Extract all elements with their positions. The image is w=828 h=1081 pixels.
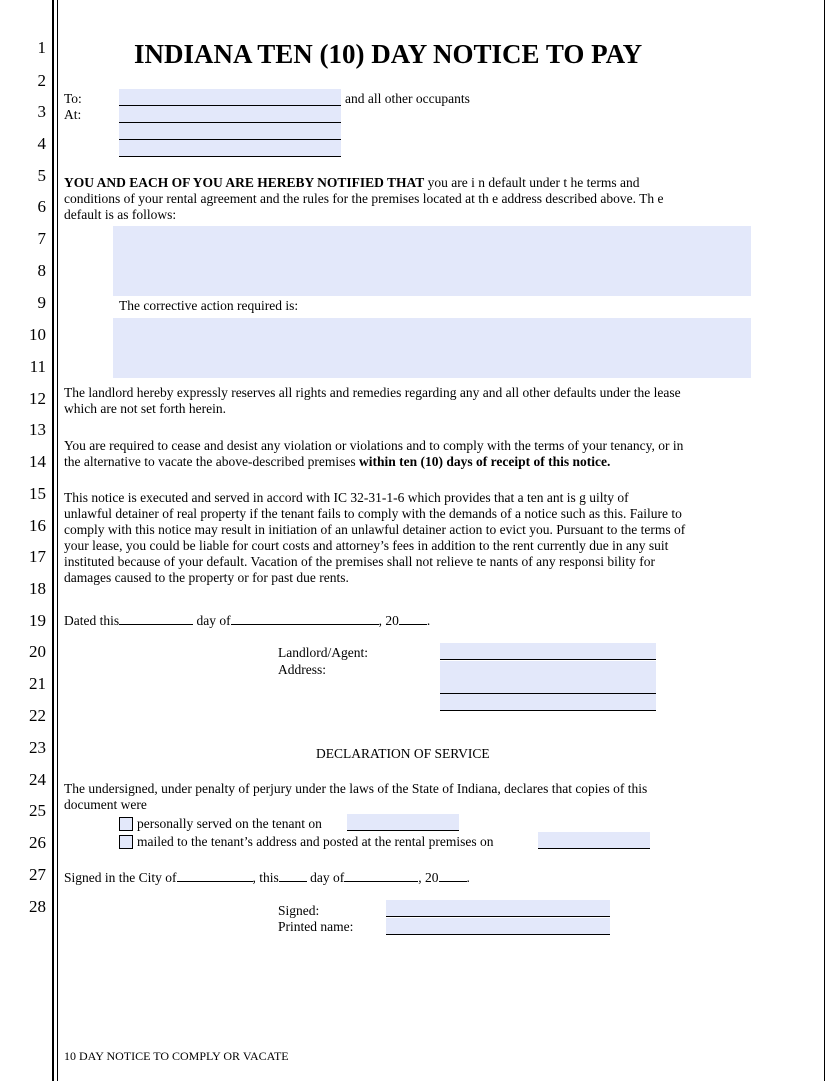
executed-line: comply with this notice may result in initiation of an unlawful detainer action to evict you. Pursuant to the terms of <box>64 522 686 537</box>
city-field[interactable] <box>177 868 253 882</box>
cease-line1: You are required to cease and desist any violation or violations and to comply with the terms of your tenancy, or in <box>64 438 684 453</box>
notice-line3: default is as follows: <box>64 207 177 222</box>
line-number: 21 <box>29 674 46 693</box>
dated-line <box>64 611 430 629</box>
executed-paragraph <box>64 490 762 586</box>
corrective-action-field[interactable] <box>113 318 751 378</box>
line-number: 5 <box>37 166 46 185</box>
personal-service-label: personally served on the tenant on <box>137 816 322 831</box>
line-number: 26 <box>29 833 46 852</box>
line-number: 4 <box>37 134 46 153</box>
signed-period: . <box>466 870 470 885</box>
cease-line2: the alternative to vacate the above-described premises <box>64 454 356 469</box>
notice-bold: YOU AND EACH OF YOU ARE HEREBY NOTIFIED THAT <box>64 175 425 190</box>
margin-rule-right <box>824 0 825 1081</box>
reserve-line1: The landlord hereby expressly reserves all rights and remedies regarding any and all other defaults under the lease <box>64 385 681 400</box>
landlord-address-field-3[interactable] <box>440 694 656 711</box>
cease-paragraph <box>64 438 762 470</box>
declaration-title: DECLARATION OF SERVICE <box>316 746 490 761</box>
mailed-service-date-field[interactable] <box>538 832 650 849</box>
signed-city-label: Signed in the City of <box>64 870 177 885</box>
signed-day-field[interactable] <box>279 868 307 882</box>
executed-line: damages caused to the property or for past due rents. <box>64 570 349 585</box>
dated-20-label: , 20 <box>378 613 399 628</box>
line-number: 8 <box>37 261 46 280</box>
signed-day-of-label: day of <box>310 870 345 885</box>
line-number: 13 <box>29 420 46 439</box>
line-number: 15 <box>29 484 46 503</box>
line-number: 11 <box>29 357 46 376</box>
line-number: 3 <box>37 102 46 121</box>
address-field-2[interactable] <box>119 123 341 140</box>
signature-field[interactable] <box>386 900 610 917</box>
line-number: 27 <box>29 865 46 884</box>
line-number: 1 <box>37 38 46 57</box>
signed-month-field[interactable] <box>344 868 418 882</box>
executed-line: unlawful detainer of real property if the tenant fails to comply with the demands of a notice such as this. Failure to <box>64 506 682 521</box>
undersigned-line2: document were <box>64 797 147 812</box>
to-label: To: <box>64 91 82 106</box>
printed-name-field[interactable] <box>386 918 610 935</box>
dated-day-field[interactable] <box>119 611 193 625</box>
dated-this-label: Dated this <box>64 613 120 628</box>
signed-20-label: , 20 <box>418 870 439 885</box>
line-number: 17 <box>29 547 46 566</box>
dated-year-field[interactable] <box>399 611 427 625</box>
reserve-paragraph <box>64 385 762 417</box>
notice-line2: conditions of your rental agreement and the rules for the premises located at th e address described above. Th e <box>64 191 664 206</box>
landlord-label: Landlord/Agent: <box>278 645 368 660</box>
executed-line: This notice is executed and served in accord with IC 32-31-1-6 which provides that a ten ant is g uilty of <box>64 490 629 505</box>
landlord-address-field-1[interactable] <box>440 661 656 678</box>
personal-service-date-field[interactable] <box>347 814 459 831</box>
line-number: 20 <box>29 642 46 661</box>
line-number: 10 <box>29 325 46 344</box>
line-number: 18 <box>29 579 46 598</box>
document-title: INDIANA TEN (10) DAY NOTICE TO PAY <box>134 39 643 69</box>
notice-paragraph <box>64 175 762 223</box>
address-label: Address: <box>278 662 326 677</box>
footer-text: 10 DAY NOTICE TO COMPLY OR VACATE <box>64 1049 289 1063</box>
line-number: 28 <box>29 897 46 916</box>
mailed-service-checkbox[interactable] <box>119 835 133 849</box>
line-number: 19 <box>29 611 46 630</box>
address-field-1[interactable] <box>119 106 341 123</box>
signed-this-label: , this <box>252 870 279 885</box>
reserve-line2: which are not set forth herein. <box>64 401 226 416</box>
personal-service-checkbox[interactable] <box>119 817 133 831</box>
margin-rule-left-inner <box>57 0 58 1081</box>
landlord-address-field-2[interactable] <box>440 677 656 694</box>
executed-line: instituted because of your default. Vacation of the premises shall not relieve te nants of any responsi bility for <box>64 554 655 569</box>
landlord-field[interactable] <box>440 643 656 660</box>
line-number: 22 <box>29 706 46 725</box>
dated-day-of-label: day of <box>196 613 231 628</box>
margin-rule-left <box>52 0 54 1081</box>
executed-line: your lease, you could be liable for court costs and attorney’s fees in addition to the rent currently due in any suit <box>64 538 669 553</box>
dated-period: . <box>426 613 431 628</box>
line-number: 9 <box>37 293 46 312</box>
cease-deadline: within ten (10) days of receipt of this notice. <box>359 454 611 469</box>
mailed-service-label: mailed to the tenant’s address and posted at the rental premises on <box>137 834 494 849</box>
corrective-label: The corrective action required is: <box>119 298 299 313</box>
line-number: 24 <box>29 770 46 789</box>
line-number: 12 <box>29 389 46 408</box>
line-number: 14 <box>29 452 46 471</box>
line-number: 23 <box>29 738 46 757</box>
line-number: 7 <box>37 229 46 248</box>
dated-month-field[interactable] <box>231 611 379 625</box>
line-number: 25 <box>29 801 46 820</box>
address-field-3[interactable] <box>119 140 341 157</box>
signed-city-line <box>64 868 470 886</box>
signed-label: Signed: <box>278 903 320 918</box>
occupants-text: and all other occupants <box>345 91 470 106</box>
undersigned-paragraph <box>64 781 762 813</box>
line-number: 16 <box>29 516 46 535</box>
to-field[interactable] <box>119 89 341 106</box>
default-description-field[interactable] <box>113 226 751 296</box>
notice-line1: you are i n default under t he terms and <box>427 175 640 190</box>
line-number: 6 <box>37 197 46 216</box>
at-label: At: <box>64 107 82 122</box>
undersigned-line1: The undersigned, under penalty of perjury under the laws of the State of Indiana, declares that copies of this <box>64 781 648 796</box>
printed-name-label: Printed name: <box>278 919 354 934</box>
signed-year-field[interactable] <box>439 868 467 882</box>
line-number: 2 <box>37 71 46 90</box>
